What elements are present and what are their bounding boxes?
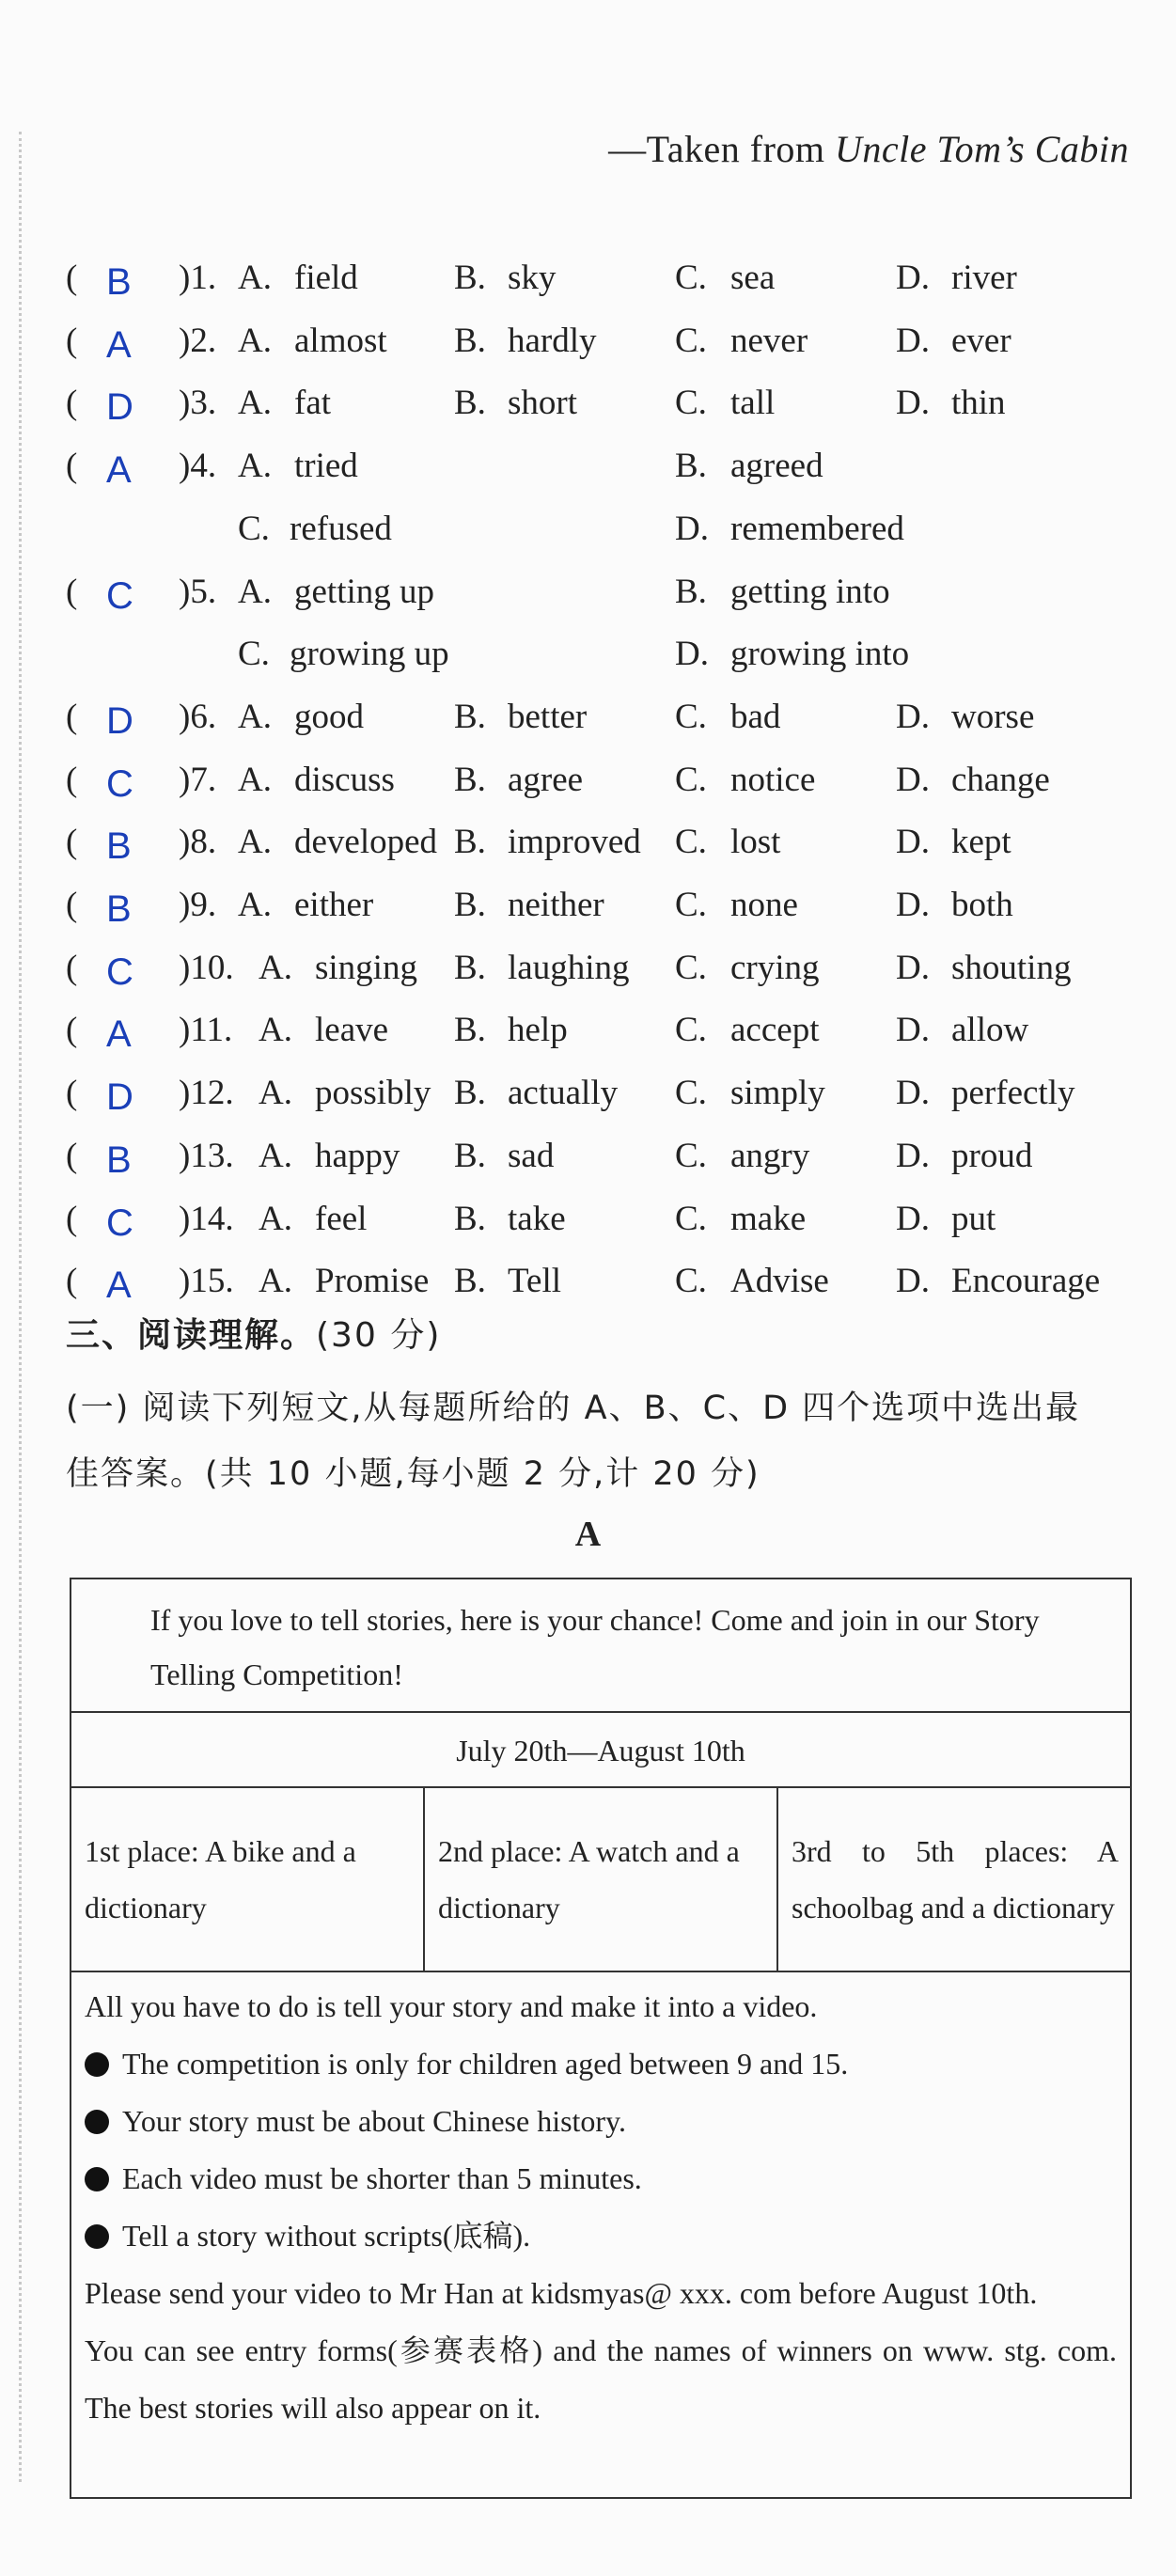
question-number: )12. (179, 1074, 234, 1113)
cloze-question (0, 749, 1176, 811)
handwritten-answer: A (106, 449, 132, 492)
answer-paren-open: ( (66, 1011, 78, 1050)
handwritten-answer: B (106, 888, 132, 930)
prize-third-text: 3rd to 5th places: A schoolbag and a dictionary (792, 1834, 1119, 1924)
option-letter: B. (454, 1136, 486, 1175)
cloze-question (0, 1062, 1176, 1124)
option-letter: B. (454, 321, 486, 360)
option-letter: D. (896, 1074, 930, 1113)
cloze-question (0, 1250, 1176, 1312)
option-text: field (294, 259, 358, 297)
handwritten-answer: A (106, 1013, 132, 1056)
option-letter: A. (238, 823, 272, 862)
prize-first-text: 1st place: A bike and a dictionary (85, 1834, 356, 1924)
option-letter: B. (454, 1011, 486, 1050)
question-number: )1. (179, 259, 217, 297)
option-text: better (508, 697, 588, 736)
option-text: crying (730, 948, 820, 987)
option-text: remembered (730, 509, 904, 548)
option-letter: B. (454, 697, 486, 736)
rule-item (85, 2093, 1117, 2150)
answer-paren-open: ( (66, 823, 78, 862)
option-text: happy (315, 1136, 400, 1175)
question-number: )6. (179, 697, 217, 736)
handwritten-answer: C (106, 1202, 133, 1244)
option-text: improved (508, 823, 641, 862)
option-letter: C. (675, 259, 707, 297)
option-letter: D. (896, 823, 930, 862)
question-number: )4. (179, 447, 217, 486)
option-text: bad (730, 697, 781, 736)
answer-paren-open: ( (66, 384, 78, 423)
cloze-question (0, 686, 1176, 748)
option-text: developed (294, 823, 438, 862)
prize-second (425, 1788, 778, 1971)
option-text: Encourage (951, 1262, 1101, 1301)
handwritten-answer: D (106, 1076, 133, 1119)
handwritten-answer: C (106, 950, 133, 993)
option-text: notice (730, 760, 816, 799)
answer-paren-open: ( (66, 697, 78, 736)
rule-item (85, 2150, 1117, 2207)
answer-paren-open: ( (66, 259, 78, 297)
option-text: angry (730, 1136, 810, 1175)
notice-entry-info: You can see entry forms(参赛表格) and the names of winners on www. stg. com. The best stories will also appear on it. (85, 2333, 1117, 2425)
bullet-icon (85, 2167, 109, 2191)
option-letter: A. (259, 1136, 292, 1175)
prize-row (71, 1788, 1130, 1972)
section-heading (66, 1309, 441, 1357)
handwritten-answer: B (106, 825, 132, 868)
rule-text: Each video must be shorter than 5 minutes. (122, 2161, 642, 2195)
option-letter: C. (675, 1011, 707, 1050)
option-letter: A. (259, 1262, 292, 1301)
option-letter: A. (238, 697, 272, 736)
notice-rules-cell (71, 1972, 1130, 2437)
option-letter: B. (675, 572, 707, 611)
option-letter: A. (259, 948, 292, 987)
option-text: good (294, 697, 364, 736)
option-letter: D. (896, 1262, 930, 1301)
question-number: )14. (179, 1199, 234, 1238)
option-letter: B. (454, 1199, 486, 1238)
option-text: thin (951, 384, 1006, 423)
option-letter: D. (896, 384, 930, 423)
option-text: kept (951, 823, 1011, 862)
option-letter: C. (675, 697, 707, 736)
option-text: growing into (730, 635, 910, 674)
option-letter: A. (238, 384, 272, 423)
rule-item (85, 2207, 1117, 2265)
option-text: both (951, 886, 1013, 924)
cloze-question (0, 811, 1176, 873)
handwritten-answer: B (106, 261, 132, 303)
cloze-question (0, 874, 1176, 936)
option-text: Advise (730, 1262, 829, 1301)
notice-dates: July 20th—August 10th (71, 1713, 1130, 1788)
option-text: laughing (508, 948, 630, 987)
option-letter: B. (454, 1074, 486, 1113)
rule-text: The competition is only for children aged between 9 and 15. (122, 2047, 849, 2081)
option-text: take (508, 1199, 566, 1238)
answer-paren-open: ( (66, 1074, 78, 1113)
option-text: tall (730, 384, 776, 423)
source-title: Uncle Tom’s Cabin (835, 128, 1129, 170)
notice-send-instructions: Please send your video to Mr Han at kidsmyas@ xxx. com before August 10th. (85, 2276, 1038, 2310)
option-text: Tell (508, 1262, 561, 1301)
option-text: proud (951, 1136, 1033, 1175)
option-letter: B. (675, 447, 707, 486)
question-number: )5. (179, 572, 217, 611)
option-text: neither (508, 886, 604, 924)
option-text: singing (315, 948, 417, 987)
option-letter: D. (896, 1199, 930, 1238)
cloze-question (0, 1125, 1176, 1187)
option-text: hardly (508, 321, 597, 360)
cloze-question (0, 999, 1176, 1061)
option-text: accept (730, 1011, 820, 1050)
option-text: possibly (315, 1074, 431, 1113)
bullet-icon (85, 2224, 109, 2249)
option-letter: D. (896, 886, 930, 924)
option-letter: C. (675, 760, 707, 799)
answer-paren-open: ( (66, 948, 78, 987)
option-letter: A. (238, 259, 272, 297)
answer-paren-open: ( (66, 760, 78, 799)
rule-item (85, 2035, 1117, 2093)
option-letter: D. (896, 259, 930, 297)
cloze-question (0, 561, 1176, 674)
option-letter: D. (896, 948, 930, 987)
option-text: ever (951, 321, 1011, 360)
handwritten-answer: A (106, 323, 132, 366)
option-letter: A. (238, 447, 272, 486)
option-letter: C. (675, 1136, 707, 1175)
bullet-icon (85, 2052, 109, 2077)
option-letter: D. (675, 635, 709, 674)
option-letter: A. (238, 760, 272, 799)
option-text: simply (730, 1074, 825, 1113)
option-text: sea (730, 259, 776, 297)
handwritten-answer: C (106, 574, 133, 617)
source-prefix: —Taken from (608, 128, 835, 170)
passage-label: A (574, 1515, 602, 1554)
option-letter: C. (675, 321, 707, 360)
competition-notice (70, 1578, 1132, 2499)
section-title: 三、阅读理解。 (66, 1316, 317, 1355)
option-text: discuss (294, 760, 395, 799)
rule-text: Your story must be about Chinese history. (122, 2104, 626, 2138)
option-text: actually (508, 1074, 619, 1113)
notice-intro: If you love to tell stories, here is your chance! Come and join in our Story Telling Competition! (150, 1603, 1040, 1691)
bullet-icon (85, 2110, 109, 2134)
option-text: perfectly (951, 1074, 1075, 1113)
option-letter: C. (675, 823, 707, 862)
answer-paren-open: ( (66, 321, 78, 360)
option-letter: A. (238, 886, 272, 924)
cloze-question (0, 372, 1176, 434)
option-letter: C. (675, 1262, 707, 1301)
option-letter: A. (259, 1199, 292, 1238)
cloze-question (0, 310, 1176, 372)
option-text: allow (951, 1011, 1029, 1050)
option-letter: D. (896, 1011, 930, 1050)
option-letter: B. (454, 384, 486, 423)
option-letter: B. (454, 760, 486, 799)
option-letter: C. (675, 1074, 707, 1113)
option-text: river (951, 259, 1017, 297)
option-letter: A. (259, 1074, 292, 1113)
handwritten-answer: B (106, 1139, 132, 1181)
section-instruction-line2: 佳答案。(共 10 小题,每小题 2 分,计 20 分) (66, 1455, 760, 1493)
option-letter: D. (896, 321, 930, 360)
answer-paren-open: ( (66, 886, 78, 924)
option-text: growing up (290, 635, 449, 674)
question-number: )13. (179, 1136, 234, 1175)
option-text: help (508, 1011, 568, 1050)
question-number: )10. (179, 948, 234, 987)
option-text: tried (294, 447, 358, 486)
option-text: sky (508, 259, 557, 297)
source-attribution (608, 127, 1129, 171)
option-text: change (951, 760, 1050, 799)
option-letter: A. (259, 1011, 292, 1050)
section-instruction-line1: (一) 阅读下列短文,从每题所给的 A、B、C、D 四个选项中选出最 (66, 1390, 1081, 1427)
prize-third-to-fifth (778, 1788, 1132, 1971)
option-text: short (508, 384, 577, 423)
option-text: either (294, 886, 374, 924)
option-letter: C. (675, 886, 707, 924)
option-letter: C. (238, 635, 270, 674)
option-text: Promise (315, 1262, 430, 1301)
notice-lead: All you have to do is tell your story and make it into a video. (85, 1989, 818, 2023)
answer-paren-open: ( (66, 572, 78, 611)
option-letter: B. (454, 886, 486, 924)
option-text: almost (294, 321, 387, 360)
cloze-question (0, 435, 1176, 548)
handwritten-answer: A (106, 1264, 132, 1307)
question-number: )3. (179, 384, 217, 423)
option-letter: D. (675, 509, 709, 548)
question-number: )2. (179, 321, 217, 360)
option-text: lost (730, 823, 781, 862)
handwritten-answer: D (106, 699, 133, 742)
option-text: never (730, 321, 808, 360)
answer-paren-open: ( (66, 1262, 78, 1301)
handwritten-answer: C (106, 762, 133, 805)
option-letter: C. (675, 384, 707, 423)
option-letter: A. (238, 321, 272, 360)
option-letter: B. (454, 259, 486, 297)
option-letter: A. (238, 572, 272, 611)
option-text: make (730, 1199, 807, 1238)
answer-paren-open: ( (66, 1136, 78, 1175)
option-text: leave (315, 1011, 389, 1050)
handwritten-answer: D (106, 386, 133, 429)
prize-second-text: 2nd place: A watch and a dictionary (438, 1834, 740, 1924)
option-text: worse (951, 697, 1035, 736)
question-number: )11. (179, 1011, 233, 1050)
option-letter: B. (454, 948, 486, 987)
section-points: (30 分) (316, 1316, 442, 1355)
option-text: getting up (294, 572, 435, 611)
option-text: agree (508, 760, 584, 799)
option-letter: C. (675, 948, 707, 987)
option-letter: D. (896, 1136, 930, 1175)
question-number: )9. (179, 886, 217, 924)
option-text: agreed (730, 447, 823, 486)
option-letter: C. (238, 509, 270, 548)
question-number: )7. (179, 760, 217, 799)
option-letter: D. (896, 760, 930, 799)
rule-text: Tell a story without scripts(底稿). (122, 2219, 531, 2253)
cloze-question (0, 1188, 1176, 1250)
notice-intro-cell (71, 1579, 1130, 1713)
option-text: put (951, 1199, 996, 1238)
option-text: getting into (730, 572, 890, 611)
question-number: )8. (179, 823, 217, 862)
answer-paren-open: ( (66, 447, 78, 486)
option-letter: B. (454, 1262, 486, 1301)
option-letter: D. (896, 697, 930, 736)
answer-paren-open: ( (66, 1199, 78, 1238)
cloze-question (0, 247, 1176, 309)
cloze-question (0, 937, 1176, 999)
option-text: refused (290, 509, 392, 548)
option-letter: B. (454, 823, 486, 862)
prize-first (71, 1788, 425, 1971)
question-number: )15. (179, 1262, 234, 1301)
option-letter: C. (675, 1199, 707, 1238)
option-text: none (730, 886, 798, 924)
option-text: shouting (951, 948, 1072, 987)
option-text: feel (315, 1199, 368, 1238)
option-text: sad (508, 1136, 555, 1175)
option-text: fat (294, 384, 332, 423)
